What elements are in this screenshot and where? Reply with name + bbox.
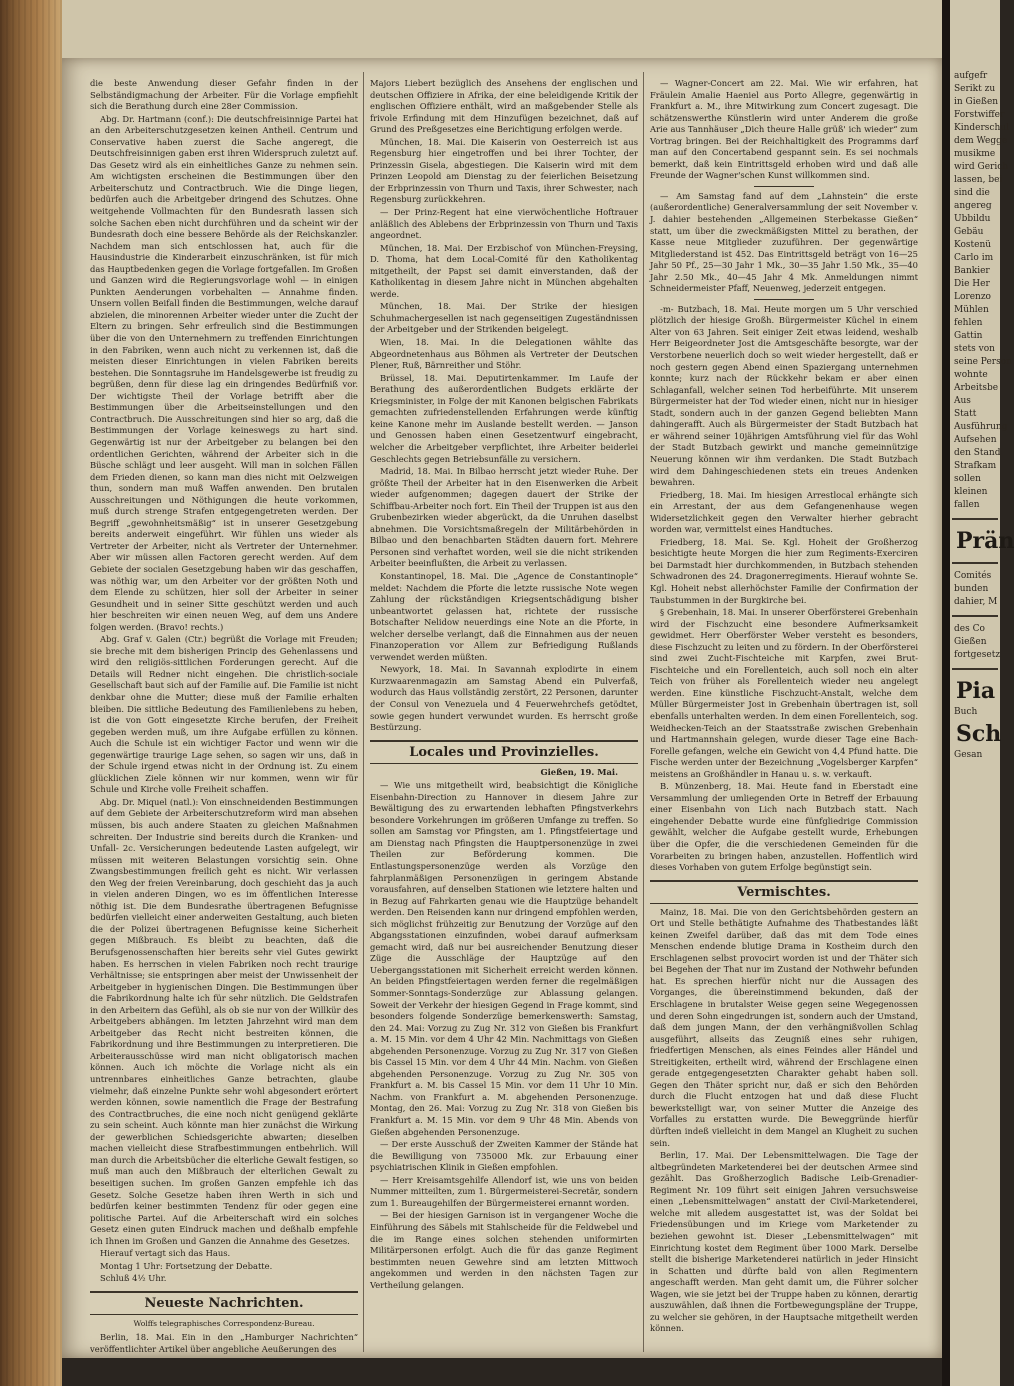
fragment: Bankier	[954, 266, 990, 276]
paragraph: Abg. Graf v. Galen (Ctr.) begrüßt die Vorlage mit Freuden; sie breche mit dem bisherigen Princip des Gehenlassens und wird den religiös-sittlichen Forderungen gerecht. Auf die Details will Redner nicht eingehen. Die christlich-sociale Gesellschaft baut sich auf der Familie auf. Die Familie ist nicht denkbar ohne die Mutter; diese muß der Familie erhalten bleiben. Die sittliche Bedeutung des Familienlebens zu heben, ist die von Gott eingesetzte Kirche berufen, der Freiheit gegeben werden muß, um ihre Aufgabe erfüllen zu können. Auch die Schule ist ein wichtiger Factor und wenn wir die gegenwärtige traurige Lage sehen, so sagen wir uns, daß in der Schule irgend etwas nicht in der Ordnung ist. Zu einem glücklichen Ziele können wir nur kommen, wenn wir für Schule und Kirche volle Freiheit schaffen.	[90, 634, 358, 795]
adjacent-page-edge	[950, 0, 1014, 1386]
section-heading-miscellaneous: Vermischtes.	[650, 880, 918, 904]
divider	[754, 186, 814, 187]
local-item: — Wie uns mitgetheilt wird, beabsichtigt die Königliche Eisenbahn-Direction zu Hannover in diesem Jahre zur Bewältigung des zu erwartenden lebhaften Pfingstverkehrs besondere Vorkehrungen im größeren Umfange zu treffen. So sollen am Samstag vor Pfingsten, am 1. Pfingstfeiertage und am Dienstag nach Pfingsten die Hauptpersonenzüge in zwei Theilen zur Beförderung kommen. Die Entlastungspersonenzüge werden als Vorzüge den fahrplanmäßigen Personenzügen in geringem Abstande vorausfahren, auf denselben Stationen wie letztere halten und in Bezug auf Fahrkarten genau wie die Hauptzüge behandelt werden. Den Reisenden kann nur dringend empfohlen werden, sich möglichst frühzeitig zur Benutzung der Vorzüge auf den Abgangsstationen einzufinden, wobei darauf aufmerksam gemacht wird, daß nur bei ausreichender Benutzung dieser Züge die Ausschläge der Hauptzüge auf den Uebergangsstationen mit Sicherheit erreicht werden können. An beiden Pfingstfeiertagen werden ferner die regelmäßigen Sommer-Sonntags-Sonderzüge zur Ablassung gelangen. Soweit der Verkehr der hiesigen Gegend in Frage kommt, sind besonders folgende Sonderzüge bemerkenswerth: Samstag, den 24. Mai: Vorzug zu Zug Nr. 312 von Gießen bis Frankfurt a. M. 15 Min. vor dem 4 Uhr 42 Min. Nachmittags von Gießen abgehenden Personenzuge. Vorzug zu Zug Nr. 317 von Gießen bis Cassel 15 Min. vor dem 4 Uhr 44 Min. Nachm. von Gießen abgehenden Personenzuge. Vorzug zu Zug Nr. 305 von Frankfurt a. M. bis Cassel 15 Min. vor dem 11 Uhr 10 Min. Nachm. von Frankfurt a. M. abgehenden Personenzuge. Montag, den 26. Mai: Vorzug zu Zug Nr. 318 von Gießen bis Frankfurt a. M. 15 Min. vor dem 9 Uhr 48 Min. Abends von Gießen abgehenden Personenzuge.	[370, 780, 638, 1137]
misc-item: Mainz, 18. Mai. Die von den Gerichtsbehörden gestern an Ort und Stelle bethätigte Aufnahme des Thatbestandes läßt keinen Zweifel darüber, daß das mit dem Tode eines Menschen endende blutige Drama in Kostheim durch den Erschlagenen selbst provocirt worden ist und der Thäter sich bei Begehen der That nur im Zustand der Nothwehr befunden hat. Es sprechen hierfür nicht nur die Aussagen des Vorganges, die übereinstimmend bekunden, daß der Erschlagene in brutalster Weise gegen seine Wegegenossen und deren Sohn eingedrungen ist, sondern auch der Umstand, daß dem jungen Mann, der den verhängnißvollen Schlag ausgeführt, allseits das Zeugniß eines sehr ruhigen, friedfertigen Menschen, als eines Feindes aller Händel und Streitigkeiten, ertheilt wird, während der Erschlagene einen gerade entgegengesetzten Charakter gehabt haben soll. Gegen den Thäter spricht nur, daß er sich den Behörden durch die Flucht entzogen hat und daß diese Flucht bewerkstelligt war, von seiner Mutter die Anzeige des Vorfalles zu erstatten wurde. Die Beweggründe hierfür dürften indeß vielleicht in dem Mangel an Klugheit zu suchen sein.	[650, 906, 918, 1148]
paragraph: Majors Liebert bezüglich des Ansehens der englischen und deutschen Offiziere in Afrika, der eine beleidigende Kritik der englischen Offiziere enthält, wird an maßgebender Stelle als frivole Erfindung mit dem Hinzufügen bezeichnet, daß auf Grund des Preßgesetzes eine Berichtigung erfolgen werde.	[370, 78, 638, 135]
fragment: Kinderschul	[954, 123, 1009, 133]
newspaper-page	[62, 58, 942, 1358]
column-2	[370, 78, 638, 1292]
news-item: Newyork, 18. Mai. In Savannah explodirte in einem Kurzwaarenmagazin am Samstag Abend ein Pulverfaß, wodurch das Haus vollständig zerstört, 22 Personen, darunter der Consul von Venezuela und 4 Feuerwehrchefs getödtet, sowie gegen hundert verwundet wurden. Es herrscht große Bestürzung.	[370, 664, 638, 733]
divider	[952, 668, 998, 670]
dateline: Gießen, 19. Mai.	[540, 766, 618, 777]
fragment: Strafkam	[954, 461, 997, 471]
page-gutter	[942, 0, 950, 1386]
top-margin	[62, 0, 942, 58]
local-item: -m- Butzbach, 18. Mai. Heute morgen um 5 Uhr verschied plötzlich der hiesige Großh. Bürgermeister Küchel in einem Alter von 63 Jahren. Seit einiger Zeit etwas leidend, weshalb Herr Beigeordneter Jost die Amtsgeschäfte besorgte, war der Verstorbene neuerlich doch so weit wieder hergestellt, daß er noch gestern gegen Abend einen Spaziergang unternehmen konnte; kurz nach der Rückkehr bekam er aber einen Schlaganfall, welcher seinen Tod herbeiführte. Mit unserem Bürgermeister hat der Tod wieder einen, nicht nur in hiesiger Stadt, sondern auch in der ganzen Gegend beliebten Mann dahingerafft. Auch als Bürgermeister der Stadt Butzbach hat er während seiner 10jährigen Amtsführung viel für das Wohl der Stadt Butzbach gewirkt und manche gemeinnützige Neuerung können wir ihm verdanken. Die Stadt Butzbach wird dem Dahingeschiedenen stets ein treues Andenken bewahren.	[650, 303, 918, 488]
ad-heading: Sch	[956, 721, 1002, 747]
fragment: sollen	[954, 474, 981, 484]
news-item: Brüssel, 18. Mai. Deputirtenkammer. Im Laufe der Berathung des außerordentlichen Budgets erklärte der Kriegsminister, in Folge der mit Kanonen belgischen Fabrikats gemachten zufriedenstellenden Erfahrungen werde künftig keine Kanone mehr im Auslande bestellt werden. — Janson und Genossen haben einen Gesetzentwurf eingebracht, welcher die Arbeitgeber verpflichtet, ihre Arbeiter beiderlei Geschlechts gegen Betriebsunfälle zu versichern.	[370, 372, 638, 464]
fragment: Gebäu	[954, 227, 984, 237]
fragment: Aus	[954, 396, 971, 406]
local-item: Friedberg, 18. Mai. Im hiesigen Arrestlocal erhängte sich ein Arrestant, der aus dem Gefangenenhause wegen Widersetzlichkeit gegen den Verwalter hierher gebracht worden war, vermittelst eines Handtuches.	[650, 489, 918, 535]
divider	[952, 518, 998, 520]
fragment: Aufsehen	[954, 435, 997, 445]
ad-heading: Prän	[956, 528, 1014, 554]
news-item: Madrid, 18. Mai. In Bilbao herrscht jetzt wieder Ruhe. Der größte Theil der Arbeiter hat in den Eisenwerken die Arbeit wieder aufgenommen; dagegen dauert der Strike der Schiffbau-Arbeiter noch fort. Ein Theil der Truppen ist aus den Grubenbezirken wieder abgerückt, da die Unruhen daselbst abnehmen. Die Vorsichtsmaßregeln der Militärbehörden in Bilbao und den benachbarten Städten dauern fort. Mehrere Personen sind verhaftet worden, weil sie die nicht strikenden Arbeiter beeinflußten, die Arbeit zu verlassen.	[370, 466, 638, 569]
fragment: lassen, bei	[954, 175, 1003, 185]
fragment: seine Person	[954, 357, 1012, 367]
column-3	[650, 78, 918, 1336]
local-item: — Herr Kreisamtsgehilfe Allendorf ist, wie uns von beiden Nummer mitteilten, zum 1. Bürgermeisterei-Secretär, sondern zum 1. Bureaugehilfen der Bürgermeisterei ernannt worden.	[370, 1174, 638, 1208]
fragment: den Stand	[954, 448, 1001, 458]
paragraph: Hierauf vertagt sich das Haus.	[100, 1248, 231, 1259]
local-item: — Der erste Ausschuß der Zweiten Kammer der Stände hat die Bewilligung von 735000 Mk. zur Erbauung einer psychiatrischen Klinik in Gießen empfohlen.	[370, 1139, 638, 1173]
fragment: wird Gerich	[954, 162, 1009, 172]
fragment: Comités	[954, 571, 992, 581]
paragraph: Abg. Dr. Miquel (natl.): Von einschneidenden Bestimmungen auf dem Gebiete der Arbeiterschutzreform wird man absehen müssen, bis auch andere Staaten zu gleichen Maßnahmen schreiten. Der Industrie sind bereits durch die Kranken- und Unfall- 2c. Versicherungen bedeutende Lasten aufgelegt, wir müssen mit weiteren Belastungen vorsichtig sein. Ohne Zwangsbestimmungen freilich geht es nicht. Wir verlassen den Weg der freien Vereinbarung, doch geschieht das ja auch in vielen anderen Dingen, wo es im öffentlichen Interesse nöthig ist. Die dem Bundesrathe übertragenen Befugnisse bedürfen vielleicht einer anderweiten Gestaltung, auch bieten die der Polizei übertragenen Befugnisse keine Sicherheit gegen Mißbrauch. Es bleibt zu beachten, daß die Berufsgenossenschaften hier bereits sehr viel Gutes gewirkt haben. Es herrschen in vielen Fabriken noch recht traurige Verhältnisse; sie entspringen aber meist der Unwissenheit der Arbeitgeber in hygienischen Dingen. Die Bestimmungen über die Fabrikordnung halte ich für sehr nützlich. Die Geldstrafen in den Arbeitern das Gefühl, als ob sie nur von der Willkür des Arbeitgebers abhängen. Im letzten Jahrzehnt wird man dem Arbeitgeber das Recht nicht bestreiten können, die Fabrikordnung und ihre Bestimmungen zu interpretieren. Die Arbeiterausschüsse wird man nicht obligatorisch machen können. Auch ich möchte die Vorlage nicht als ein untrennbares einheitliches Ganze betrachten, glaube vielmehr, daß einzelne Punkte sehr wohl abgesondert erörtert werden können, sowie namentlich die Frage der Bestrafung des Contractbruches, die eine noch nicht genügend geklärte zu sein scheint. Auch könnte man hier zunächst die Wirkung der gewerblichen Schiedsgerichte abwarten; dieselben machen vielleicht diese Strafbestimmungen entbehrlich. Will man durch die Arbeitsbücher die elterliche Gewalt festigen, so muß man auch den Mißbrauch der elterlichen Gewalt zu beseitigen suchen. Im großen Ganzen empfehle ich das Gesetz. Solche Gesetze haben ihren Werth in sich und bedürfen keiner bestimmten Tendenz für oder gegen eine politische Partei. Auf die Arbeiterschaft wird ein solches Gesetz einen guten Eindruck machen und deßhalb empfehle ich Ihnen im Großen und Ganzen die Annahme des Gesetzes.	[90, 796, 358, 1246]
book-spine	[0, 0, 62, 1386]
column-rule-1	[363, 72, 364, 1352]
fragment: Statt	[954, 409, 977, 419]
news-item: Konstantinopel, 18. Mai. Die „Agence de Constantinople“ meldet: Nachdem die Pforte die letzte russische Note wegen Zahlung der rückständigen Kriegsentschädigung bisher unbeantwortet gelassen hat, richtete der russische Botschafter Nelidow neuerdings eine Note an die Pforte, in welcher derselbe verlangt, daß die Einnahmen aus der neuen Finanzoperation vor Allem zur Befriedigung Rußlands verwendet werden müßten.	[370, 570, 638, 662]
fragment: Gießen	[954, 637, 987, 647]
fragment: fortgesetz	[954, 650, 1001, 660]
section-heading-local: Locales und Provinzielles.	[370, 740, 638, 764]
ad-heading: Pia	[956, 678, 996, 704]
fragment: Kostenü	[954, 240, 992, 250]
fragment: Carlo im	[954, 253, 994, 263]
fragment: Serikt zu	[954, 84, 996, 94]
paragraph: die beste Anwendung dieser Gefahr finden in der Selbständigmachung der Arbeiter. Für die Vorlage empfiehlt sich die Berathung durch eine 28er Commission.	[90, 78, 358, 112]
fragment: musikme	[954, 149, 996, 159]
fragment: wohnte	[954, 370, 988, 380]
fragment: Buch	[954, 707, 978, 717]
fragment: dem Wegge	[954, 136, 1008, 146]
fragment: des Co	[954, 624, 985, 634]
fragment: fallen	[954, 500, 980, 510]
news-item: Berlin, 18. Mai. Ein in den „Hamburger Nachrichten“ veröffentlichter Artikel über angebliche Aeußerungen des	[90, 1332, 358, 1354]
news-item: Wien, 18. Mai. In die Delegationen wählte das Abgeordnetenhaus aus Böhmen als Vertreter der Deutschen Plener, Ruß, Bärnreither und Stöhr.	[370, 337, 638, 371]
local-item: § Grebenhain, 18. Mai. In unserer Oberförsterei Grebenhain wird der Fischzucht eine besondere Aufmerksamkeit gewidmet. Herr Oberförster Weber versteht es besonders, diese Fischzucht zu leiten und zu fördern. In der Oberförsterei sind zwei Zucht-Fischteiche mit Karpfen, zwei Brut-Fischteiche und ein Forellenteich, auch soll noch ein alter Teich von früher als Forellenteich wieder neu angelegt werden. Eine künstliche Fischzucht-Anstalt, welche dem Müller Bürgermeister Jost in Grebenhain übertragen ist, soll ebenfalls unterhalten werden. In dem einen Forellenteich, sog. Weidhecken-Teich an der Staatsstraße zwischen Grebenhain und Hartmannshain gelegen, wurde dieser Tage eine Bach-Forelle gefangen, welche ein Gewicht von 4,4 Pfund hatte. Die Fische werden unter der Bezeichnung „Vogelsberger Karpfen“ meistens an Großhändler in Hanau u. s. w. verkauft.	[650, 607, 918, 779]
fragment: Gattin	[954, 331, 983, 341]
fragment: Ausführung	[954, 422, 1008, 432]
fragment: aufgefr	[954, 71, 988, 81]
paragraph: Abg. Dr. Hartmann (conf.): Die deutschfreisinnige Partei hat an den Arbeiterschutzgesetzen keinen Antheil. Centrum und Conservative haben zuerst die Sache angeregt, die Deutschfreisinnigen gaben erst ihren Widerspruch zuletzt auf. Das Gesetz wird als ein einheitliches Ganze zu nehmen sein. Am wichtigsten erscheinen die Bestimmungen über den Arbeiterschutz und Contractbruch. Wie die Dinge liegen, bedürfen auch die Arbeitgeber dringend des Schutzes. Ohne weitgehende Vollmachten für den Bundesrath lassen sich solche Sachen eben nicht durchführen und da scheint wir der Bundesrath doch eine bessere Behörde als der Reichskanzler. Nachdem man sich entschlossen hat, auch für die Hausindustrie die Kinderarbeit einzuschränken, ist für mich das Hauptbedenken gegen die Vorlage fortgefallen. Im Großen und Ganzen wird die Regierungsvorlage wohl — in einigen Punkten Aenderungen vorbehalten — Annahme finden. Unsern vollen Beifall finden die Bestimmungen, welche darauf abzielen, die minorennen Arbeiter wieder unter die Zucht der Eltern zu bringen. Sehr erfreulich sind die Bestimmungen über die von den Unternehmern zu treffenden Einrichtungen in den Fabriken, wenn auch nicht zu verkennen ist, daß die meisten dieser Einrichtungen in vielen Fabriken bereits bestehen. Die Sonntagsruhe im Handelsgewerbe ist freudig zu begrüßen, denn für diese lag ein dringendes Bedürfniß vor. Der wichtigste Theil der Vorlage betrifft aber die Bestimmungen über die Arbeitseinstellungen und den Contractbruch. Die Ausschreitungen sind hier so arg, daß die Bestimmungen der Vorlage keineswegs zu hart sind. Gegenwärtig ist nur der Arbeitgeber zu belangen bei den ordentlichen Gerichten, während der Arbeiter sich in die Büsche schlägt und leer ausgeht. Will man in solchen Fällen dem Frieden dienen, so kann man dies nicht mit Oelzweigen thun, sondern man muß Waffen anwenden. Den brutalen Ausschreitungen und Nöthigungen die heute vorkommen, muß durch strenge Strafen entgegengetreten werden. Der Begriff „gewohnheitsmäßig“ ist in unserer Gesetzgebung bereits anderweit eingeführt. Wir fühlen uns wieder als Vertreter der Arbeiter, nicht als Vertreter der Unternehmer. Aber wir müssen allen Factoren gerecht werden. Auf dem Gebiete der socialen Gesetzgebung haben wir das geschaffen, was nöthig war, um den Arbeiter vor der größten Noth und dem Elende zu schützen, hier soll der Arbeiter in seiner Gesundheit und in seiner Sitte geschützt werden und auch hier beschreiten wir einen neuen Weg, auf dem uns Andere folgen werden. (Bravo! rechts.)	[90, 113, 358, 632]
local-item: B. Münzenberg, 18. Mai. Heute fand in Eberstadt eine Versammlung der umliegenden Orte in Betreff der Erbauung einer Eisenbahn von Lich nach Butzbach statt. Nach eingehender Debatte wurde eine fünfgliedrige Commission gewählt, welcher die Aufgabe gestellt wurde, Erhebungen über die Opfer, die die verschiedenen Gemeinden für die Vorarbeiten zu bringen haben, anzustellen. Hoffentlich wird dieses Vorhaben von gutem Erfolge begünstigt sein.	[650, 781, 918, 873]
fragment: Ubbildu	[954, 214, 991, 224]
divider	[754, 299, 814, 300]
news-item: München, 18. Mai. Die Kaiserin von Oesterreich ist aus Regensburg hier eingetroffen und bei ihrer Tochter, der Prinzessin Gisela, abgestiegen. Die Kaiserin wird mit dem Prinzen Leopold am Dienstag zu der feierlichen Beisetzung der Erbprinzessin von Thurn und Taxis, ihrer Schwester, nach Regensburg zurückkehren.	[370, 136, 638, 205]
fragment: Gesan	[954, 750, 983, 760]
local-item: Friedberg, 18. Mai. Se. Kgl. Hoheit der Großherzog besichtigte heute Morgen die hier zum Regiments-Exerciren bei Darmstadt hier durchkommenden, in Butzbach stehenden Schwadronen des 24. Dragonerregiments. Hierauf wohnte Se. Kgl. Hoheit nebst allerhöchster Familie der Confirmation der Taubstummen in der Burgkirche bei.	[650, 536, 918, 605]
news-item: München, 18. Mai. Der Strike der hiesigen Schuhmachergesellen ist nach gegenseitigen Zugeständnissen der Arbeitgeber und der Strikenden beigelegt.	[370, 301, 638, 335]
divider	[952, 615, 998, 617]
column-rule-2	[643, 72, 644, 1352]
fragment: dahier, M	[954, 597, 998, 607]
divider	[952, 562, 998, 564]
fragment: kleinen	[954, 487, 988, 497]
column-1	[90, 78, 358, 1357]
news-item: München, 18. Mai. Der Erzbischof von München-Freysing, D. Thoma, hat dem Local-Comité für den Katholikentag mitgetheilt, der Papst sei damit einverstanden, daß der Katholikentag in diesem Jahre nicht in München abgehalten werde.	[370, 242, 638, 299]
paragraph: Montag 1 Uhr: Fortsetzung der Debatte.	[100, 1260, 273, 1271]
fragment: Arbeitsbe	[954, 383, 999, 393]
fragment: in Gießen	[954, 97, 999, 107]
fragment: Die Her	[954, 279, 990, 289]
local-item: — Wagner-Concert am 22. Mai. Wie wir erfahren, hat Fräulein Amalie Haeniel aus Porto Allegre, gegenwärtig in Frankfurt a. M., ihre Mitwirkung zum Concert zugesagt. Die schätzenswerthe Künstlerin wird unter Anderem die große Arie aus Tannhäuser „Dich theure Halle grüß' ich wieder“ zum Vortrag bringen. Bei der Reichhaltigkeit des Programms darf man auf den Concertabend gespannt sein. Es sei nochmals bemerkt, daß kein Eintrittsgeld erhoben wird und daß alle Freunde der Wagner'schen Kunst willkommen sind.	[650, 78, 918, 181]
local-item: — Am Samstag fand auf dem „Lahnstein“ die erste (außerordentliche) Generalversammlung der seit November v. J. dahier bestehenden „Allgemeinen Sterbekasse Gießen“ statt, um über die zweckmäßigsten Mittel zu berathen, der Kasse neue Mitglieder zuzuführen. Der gegenwärtige Mitgliederstand ist 452. Das Eintrittsgeld beträgt von 16—25 Jahr 50 Pf., 25—30 Jahr 1 Mk., 30—35 Jahr 1.50 Mk., 35—40 Jahr 2.50 Mk., 40—45 Jahr 4 Mk. Anmeldungen nimmt Schneidermeister Pfaff, Neuenweg, jederzeit entgegen.	[650, 190, 918, 294]
fragment: fehlen	[954, 318, 983, 328]
misc-item: Berlin, 17. Mai. Der Lebensmittelwagen. Die Tage der altbegründeten Marketenderei bei der deutschen Armee sind gezählt. Das Großherzoglich Badische Leib-Grenadier-Regiment Nr. 109 führt seit einigen Jahren versuchsweise einen „Lebensmittelwagen“ anstatt der Civil-Marketenderei, welche mit alledem ausgestattet ist, was der Soldat bei Friedensübungen und im Kriege vom Marketender zu beziehen gewohnt ist. Dieser „Lebensmittelwagen“ mit Einrichtung kostet dem Regiment über 1000 Mark. Derselbe stellt die bisherige Marketenderei natürlich in jeder Hinsicht in Schatten und dürfte bald von allen Regimentern angeschafft werden. Man geht damit um, die Führer solcher Wagen, wie sie jetzt bei der Truppe haben zu können, derartig auszuwählen, daß ihnen die Fortbewegungspläne der Truppe, zu welcher sie gehören, in der Hauptsache mitgetheilt werden können.	[650, 1150, 918, 1334]
local-item: — Bei der hiesigen Garnison ist in vergangener Woche die Einführung des Säbels mit Stahlscheide für die Feldwebel und die im Range eines solchen stehenden uniformirten Militärpersonen erfolgt. Auch die für das ganze Regiment bestimmten neuen Gewehre sind am letzten Mittwoch angekommen und werden in den nächsten Tagen zur Vertheilung gelangen.	[370, 1210, 638, 1290]
fragment: Forstwiffer	[954, 110, 1005, 120]
news-item: — Der Prinz-Regent hat eine vierwöchentliche Hoftrauer anläßlich des Ablebens der Erbprinzessin von Thurn und Taxis angeordnet.	[370, 207, 638, 241]
section-heading-latest-news: Neueste Nachrichten.	[90, 1291, 358, 1315]
paragraph: Schluß 4½ Uhr.	[100, 1273, 167, 1284]
fragment: Mühlen	[954, 305, 989, 315]
section-subheading: Wolffs telegraphisches Correspondenz-Bureau.	[133, 1318, 315, 1328]
fragment: stets von	[954, 344, 995, 354]
fragment: angereg	[954, 201, 992, 211]
fragment: Lorenzo	[954, 292, 991, 302]
fragment: bunden	[954, 584, 989, 594]
fragment: sind die	[954, 188, 990, 198]
